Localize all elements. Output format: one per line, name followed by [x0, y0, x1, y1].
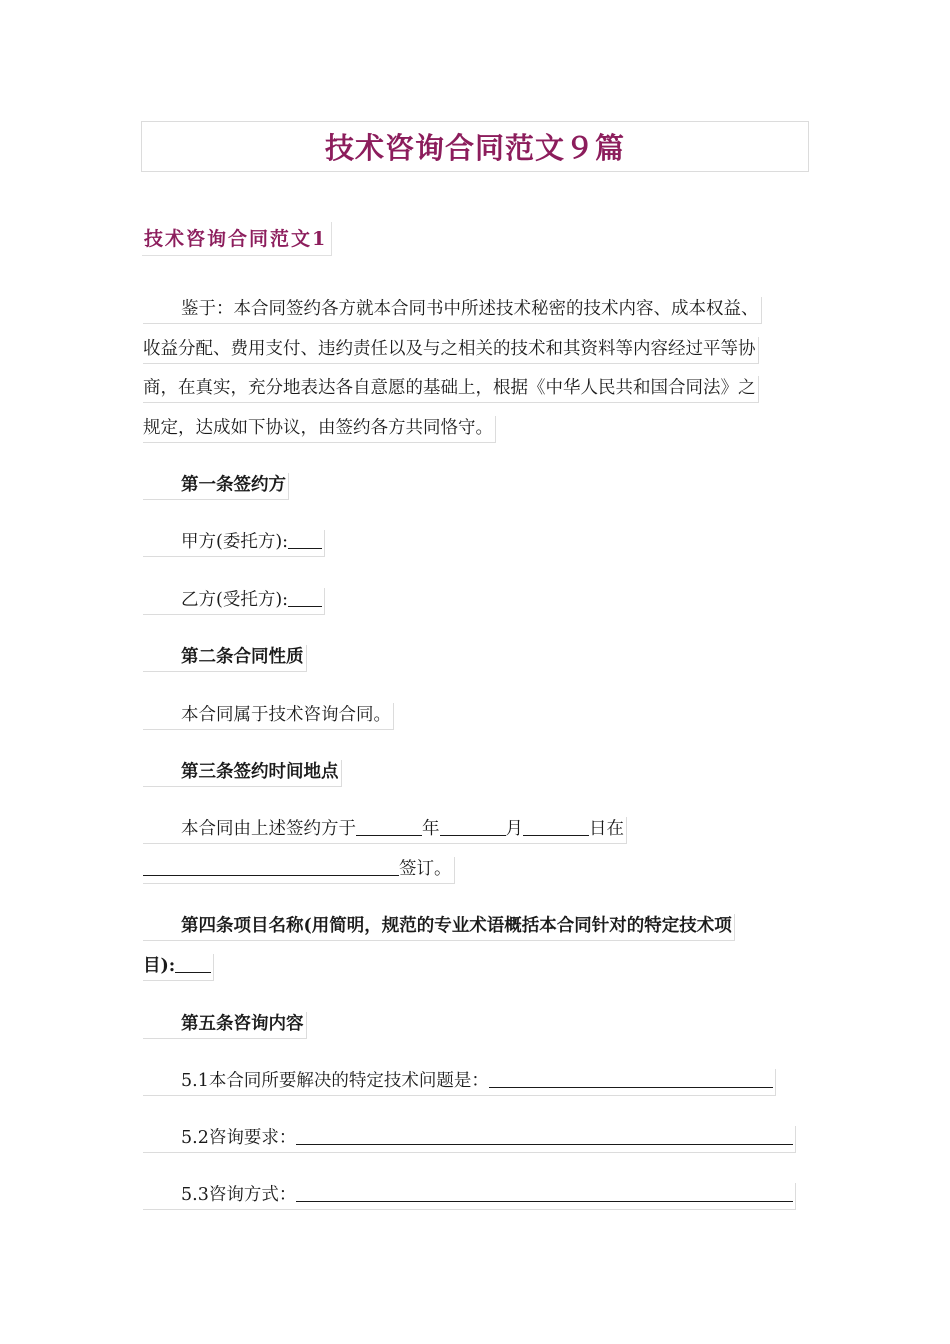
blank-field [296, 1128, 793, 1145]
party-a-line [143, 530, 325, 557]
party-a-label: 甲方(委托方): [181, 532, 289, 552]
signed-label: 签订。 [399, 859, 452, 879]
article-3-heading: 第三条签约时间地点 [143, 760, 342, 787]
party-b-label: 乙方(受托方): [181, 590, 289, 610]
preamble-line-3: 商，在真实，充分地表达各自意愿的基础上，根据《中华人民共和国合同法》之 [143, 376, 759, 403]
article-5-item-1 [143, 1069, 776, 1096]
article-1-heading: 第一条签约方 [143, 473, 289, 500]
blank-field [523, 819, 589, 836]
article-5-item-3 [143, 1183, 796, 1210]
article-5-heading: 第五条咨询内容 [143, 1012, 307, 1039]
article-3-place-line [143, 857, 455, 884]
year-label: 年 [422, 819, 440, 839]
preamble-line-1: 鉴于：本合同签约各方就本合同书中所述技术秘密的技术内容、成本权益、 [143, 297, 762, 324]
article-2-heading: 第二条合同性质 [143, 645, 307, 672]
blank-field [489, 1071, 773, 1088]
section-heading: 技术咨询合同范文1 [142, 222, 332, 256]
article-4-heading-cont [143, 954, 214, 981]
blank-field [356, 819, 422, 836]
blank-field [288, 532, 322, 549]
article-2-text: 本合同属于技术咨询合同。 [143, 703, 394, 730]
article-4-heading: 第四条项目名称(用简明，规范的专业术语概括本合同针对的特定技术项 [143, 914, 735, 941]
article-3-date-line [143, 817, 627, 844]
preamble-line-4: 规定，达成如下协议，由签约各方共同恪守。 [143, 416, 496, 443]
sign-intro: 本合同由上述签约方于 [181, 819, 356, 839]
article-4-label: 目): [143, 956, 176, 976]
item-1-label: 5.1本合同所要解决的特定技术问题是： [181, 1071, 489, 1091]
item-2-label: 5.2咨询要求： [181, 1128, 297, 1148]
blank-field [143, 859, 399, 876]
blank-field [175, 956, 211, 973]
article-5-item-2 [143, 1126, 796, 1153]
title-box [141, 121, 809, 172]
party-b-line [143, 588, 325, 615]
blank-field [440, 819, 506, 836]
item-3-label: 5.3咨询方式： [181, 1185, 297, 1205]
document-title: 技术咨询合同范文９篇 [324, 131, 625, 165]
blank-field [288, 590, 322, 607]
month-label: 月 [505, 819, 523, 839]
day-label: 日在 [589, 819, 624, 839]
preamble-line-2: 收益分配、费用支付、违约责任以及与之相关的技术和其资料等内容经过平等协 [143, 337, 759, 364]
blank-field [296, 1185, 793, 1202]
